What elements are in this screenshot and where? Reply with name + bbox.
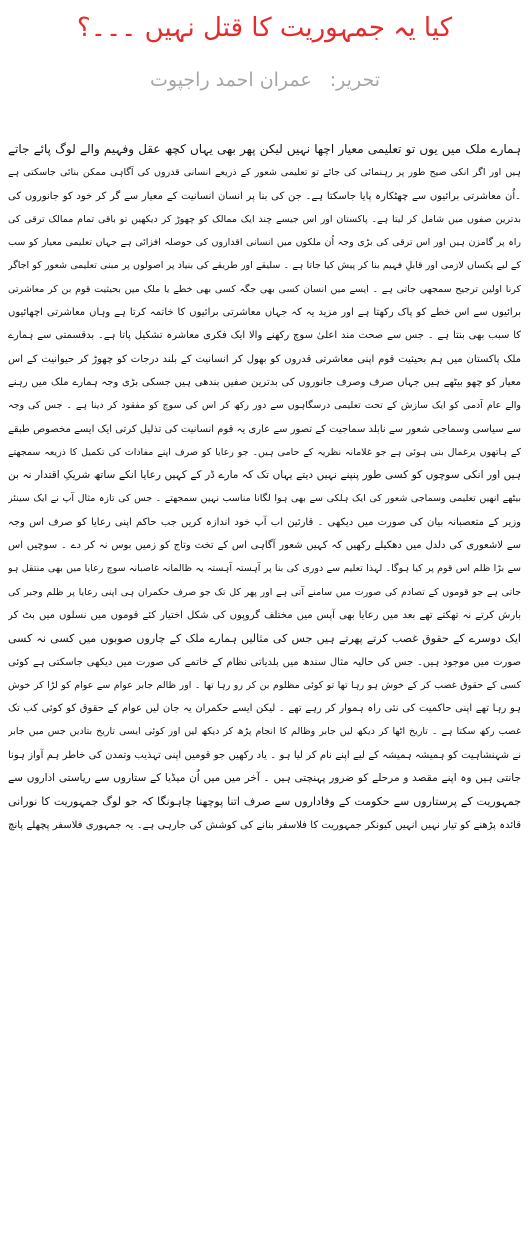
byline-label: تحریر: <box>329 69 380 91</box>
article-line: ہیں اور اگر انکی صیح طور پر رہنمائی کی جائے تو تعلیمی شعور کے ذریعے انسانی قدروں کی آگاہی ممکن بنائی جاسکتی ہے <box>8 167 521 179</box>
article-line: سے لاشعوری کی دلدل میں دھکیلے رکھیں کہ کہیں شعور آگاہی اس کے تخت وتاج کو زمیں بوس نہ کر دے ۔ سوچیں اس <box>8 540 521 552</box>
article-line: معیار کو چھو بیٹھے ہیں جہاں صرف وصرف جانوروں کی بدترین صفیں بندھی ہیں جسکی بڑی وجہ ہمارے ملک میں رہنے <box>8 376 521 388</box>
article-line: کے ہاتھوں یرغمال بنی ہوئی ہے جو غلامانہ نظریہ کے حامی ہیں۔ جو رعایا کو صرف اپنے مفادات کی تکمیل کا ذریعہ سمجھتے <box>8 446 521 458</box>
article-line: ہمارے ملک میں یوں تو تعلیمی معیار اچھا نہیں لیکن پھر بھی یہاں کچھ عقل وفہیم والے لوگ پائے جاتے <box>8 142 521 156</box>
article-line: ۔اُن معاشرتی برائیوں سے چھٹکارہ پایا جاسکتا ہے۔ جن کی بنا پر انسان انسانیت کے معیار سے گر کر خود کو جانوروں کی <box>8 190 521 202</box>
article-line: سے بڑا ظلم اس قوم پر کیا ہوگا۔ لہذا تعلیم سے دوری کی بنا پر آہستہ آہستہ یہ ظالمانہ غاصبانہ سوچ رعایا میں بھی منتقل ہو <box>8 563 521 575</box>
article-line: جانتی ہیں وہ اپنے مقصد و مرحلے کو ضرور پہنچتی ہیں ۔ آخر میں میں اُن میڈیا کے ستاروں سے ریاستی اداروں سے <box>8 772 521 785</box>
article-line: ملک پاکستان میں ہم بحیثیت قوم اپنی معاشرتی قدروں کو بھول کر انسانیت کے بلند درجات کو چھوڑ کر حیوانیت کے اس <box>8 353 521 365</box>
article-line: ہو رہا تھے اپنی حاکمیت کی نئی راہ ہموار کر رہے تھے ۔ لیکن ایسے حکمران یہ جان لیں عوام کے حقوق کو کوئی کب تک <box>8 703 521 715</box>
article-line: کرنا اولین ترجیح سمجھی جاتی ہے ۔ ایسے میں انسان کسی بھی جگہ کسی بھی خطے یا ملک میں بحیثیت قوم بن کر معاشرتی <box>8 283 521 295</box>
article-line: کسی کے حقوق غصب کر کے خوش ہو رہا تھا تو کوئی مظلوم بن کر رو رہا تھا ۔ اور ظالم جابر عوام سے عوام کو لڑا کر خوش <box>8 679 521 691</box>
byline-author: عمران احمد راجپوت <box>150 69 312 91</box>
article-line: بدترین صفوں میں شامل کر لیتا ہے۔ پاکستان اور اس جیسے چند ایک ممالک کو چھوڑ کر دیکھیں تو باقی تمام ممالک ترقی کی <box>8 213 521 225</box>
article-line: والے عام آدمی کو ایک سازش کے تحت تعلیمی درسگاہوں سے دور رکھ کر اس کی سوچ کو مفقود کر دینا ہے ۔ جس کی وجہ <box>8 400 521 412</box>
article-line: کے لیے یکساں لازمی اور قابلِ فہیم بنا کر پیش کیا جاتا ہے ۔ سلیقے اور طریقے کی بنیاد پر اصولوں پر مبنی تعلیمی شعور کو اجاگر <box>8 260 521 272</box>
article-line: جاتی ہے جو قوموں کے تصادم کی صورت میں سامنے آتی ہے اور پھر کل تک جو صرف حکمران ہی اپنی رعایا پر ظلم وجبر کی <box>8 586 521 598</box>
article-line: غصب رکھ سکتا ہے ۔ تاریخ اٹھا کر دیکھ لیں جابر وظالم کا انجام پڑھ کر دیکھ لیں اور کوئی ایسی تاریخ بتادیں جس میں جابر <box>8 726 521 738</box>
article-line: وزیر کے متعصبانہ بیان کی صورت میں دیکھی ۔ قارئین اب آپ خود اندازہ کریں جب حاکم اپنی رعایا کو صرف اس وجہ <box>8 516 521 528</box>
article-line: نے شہنشاہیت کو ہمیشہ ہمیشہ کے لیے اپنے نام کر لیا ہو ۔ یاد رکھیں جو قومیں اپنی تہذیب وتمدن کی خاطر ہم آواز ہونا <box>8 749 521 761</box>
byline <box>150 62 380 98</box>
article-line: ایک دوسرے کے حقوق غصب کرتے پھرتے ہیں جس کی مثالیں ہمارے ملک کے چاروں صوبوں میں کسی نہ کسی <box>8 632 521 646</box>
article-line: بیٹھے انھیں تعلیمی وسماجی شعور کی ایک ہلکی سے بھی ہوا لگانا مناسب نہیں سمجھتے ۔ جس کی تازہ مثال آپ نے ایک سینئر <box>8 493 521 505</box>
article-line: راہ پر گامزن ہیں اور اس ترقی کی بڑی وجہ اُن ملکوں میں انسانی اقداروں کی حوصلہ افزائی ہے جہاں تعلیمی معیار کو سب <box>8 237 521 249</box>
article-line: جمہوریت کے پرستاروں سے حکومت کے وفاداروں سے صرف اتنا پوچھنا چاہونگا کہ جو لوگ جمہوریت کا نورانی <box>8 795 521 809</box>
article-line: کا سبب بھی بنتا ہے ۔ جس سے صحت مند اعلیٰ سوچ رکھنے والا ایک فکری معاشرہ تشکیل پاتا ہے۔ بدقسمتی سے ہمارے <box>8 330 521 342</box>
article-line: برائیوں سے اس خطے کو پاک رکھتا ہے اور مزید یہ کہ جہاں معاشرتی برائیوں کا خاتمہ کرتا ہے وہاں معاشرتی اچھائیوں <box>8 307 521 319</box>
article-title: کیا یہ جمہوریت کا قتل نہیں ۔۔۔؟ <box>76 13 453 43</box>
article-line: قائدہ پڑھنے کو تیار نہیں انہیں کیونکر جمہوریت کا فلاسفر بنانے کی کوشش کی جارہی ہے۔ یہ جمہوری فلاسفر پچھلے پانچ <box>8 819 521 831</box>
article-line: صورت میں موجود ہیں۔ جس کی حالیہ مثال سندھ میں بلدیاتی نظام کے خاتمے کی صورت میں دیکھی جاسکتی ہے کوئی <box>8 656 521 668</box>
article-body <box>8 138 521 1254</box>
article-line: سے سیاسی وسماجی شعور سے نابلد سماجیت کے تصور سے عاری یہ قوم انسانیت کی تذلیل کرتی ایک ایسے مخصوص طبقے <box>8 423 521 435</box>
article-line: بارش کرتے نہ تھکتے تھے بعد میں رعایا بھی آپس میں مختلف گروپوں کی شکل اختیار کئے قوموں میں نسلوں میں بٹ کر <box>8 609 521 621</box>
article-line: ہیں اور انکی سوچوں کو کسی طور پنپنے نہیں دیتے یہاں تک کہ مارے ڈر کے کہیں رعایا انکے ساتھ شریکِ اقتدار نہ بن <box>8 469 521 482</box>
